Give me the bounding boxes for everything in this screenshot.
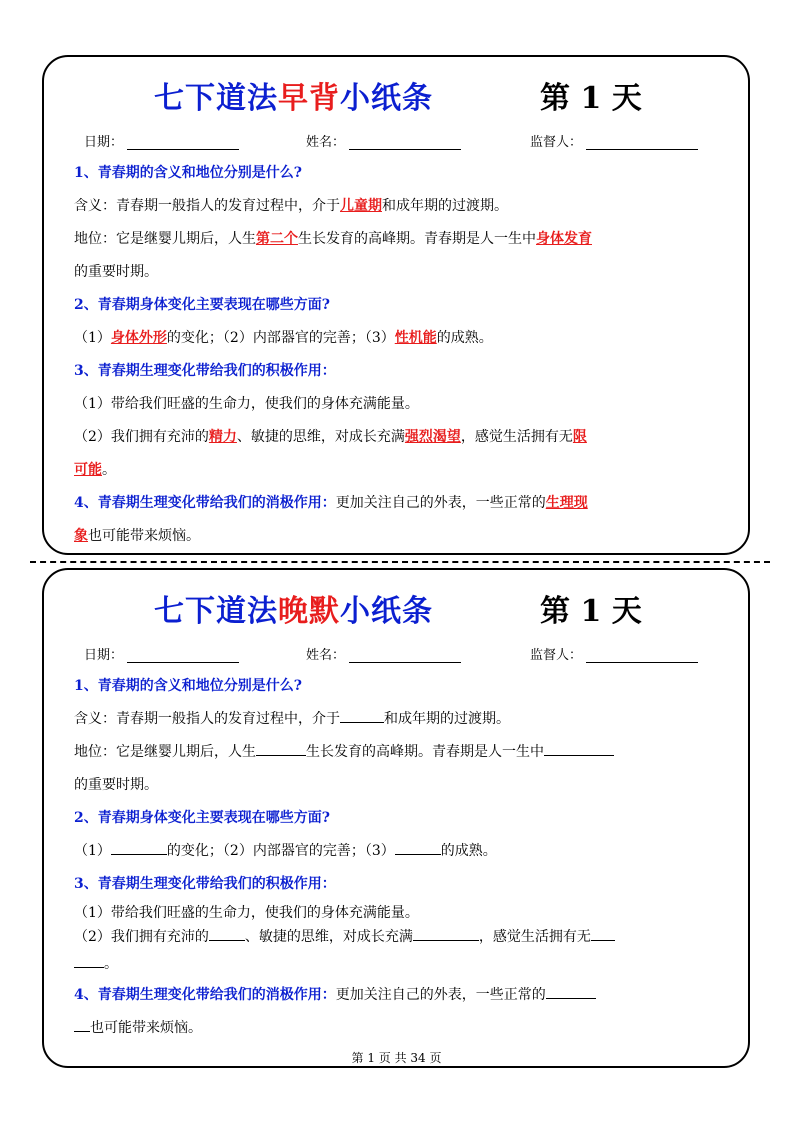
text: 、敏捷的思维，对成长充满 xyxy=(236,429,405,445)
morning-title xyxy=(154,73,433,117)
morning-card xyxy=(42,55,750,555)
text: 也可能带来烦恼。 xyxy=(88,528,200,544)
blank-childhood[interactable] xyxy=(340,708,384,723)
text: 。 xyxy=(102,462,116,478)
question-1: 1、青春期的含义和地位分别是什么? xyxy=(74,165,302,181)
name-line[interactable] xyxy=(349,648,461,663)
q3-line-2 xyxy=(74,925,724,949)
text: ，感觉生活拥有无 xyxy=(478,929,591,945)
blank-body-development[interactable] xyxy=(544,741,614,756)
answer-body-shape: 身体外形 xyxy=(110,330,167,346)
answer-body-development: 身体发育 xyxy=(536,231,592,247)
answer-physiological-a: 生理现 xyxy=(545,495,588,511)
q1-position xyxy=(74,223,724,256)
text: 地位：它是继婴儿期后，人生 xyxy=(74,231,256,247)
question-4-label: 4、青春期生理变化带给我们的消极作用： xyxy=(74,987,336,1003)
question-2: 2、青春期身体变化主要表现在哪些方面? xyxy=(74,810,330,826)
question-4 xyxy=(74,979,724,1012)
text: 。 xyxy=(104,956,118,972)
page-footer: 第 1 页 共 34 页 xyxy=(351,1051,442,1065)
blank-energy[interactable] xyxy=(209,926,245,941)
question-3: 3、青春期生理变化带给我们的积极作用： xyxy=(74,363,336,379)
supervisor-field[interactable] xyxy=(530,131,698,150)
text: 更加关注自己的外表，一些正常的 xyxy=(335,987,546,1003)
morning-day-label: 第 1 天 xyxy=(540,81,642,116)
answer-physiological-b: 象 xyxy=(74,528,88,544)
q1-definition xyxy=(74,703,724,736)
date-label: 日期： xyxy=(84,648,124,663)
blank-sexual-function[interactable] xyxy=(395,840,441,855)
answer-unlimited-a: 限 xyxy=(572,429,587,445)
supervisor-line[interactable] xyxy=(586,135,698,150)
morning-meta-row xyxy=(44,131,748,151)
answer-sexual-function: 性机能 xyxy=(394,330,437,346)
supervisor-label: 监督人： xyxy=(530,648,583,663)
answer-second: 第二个 xyxy=(256,231,298,247)
evening-card xyxy=(42,568,750,1068)
blank-physiological-b[interactable] xyxy=(74,1017,90,1032)
answer-strong-desire: 强烈渴望 xyxy=(404,429,461,445)
morning-title-row xyxy=(44,73,748,117)
question-1: 1、青春期的含义和地位分别是什么? xyxy=(74,678,302,694)
q1-definition xyxy=(74,190,724,223)
date-label: 日期： xyxy=(84,135,124,150)
title-suffix: 小纸条 xyxy=(340,81,433,116)
q3-line-2 xyxy=(74,421,724,454)
name-field[interactable] xyxy=(306,131,461,150)
morning-content xyxy=(74,157,724,553)
question-4 xyxy=(74,487,724,520)
text: 的成熟。 xyxy=(440,843,497,859)
q4-cont xyxy=(74,1012,724,1045)
q3-line-1: （1）带给我们旺盛的生命力，使我们的身体充满能量。 xyxy=(74,905,419,921)
q3-line-2-cont xyxy=(74,949,724,979)
text: 的变化；（2）内部器官的完善；（3） xyxy=(166,330,395,346)
text: 也可能带来烦恼。 xyxy=(90,1020,202,1036)
text: 生长发育的高峰期。青春期是人一生中 xyxy=(298,231,536,247)
name-label: 姓名： xyxy=(306,648,346,663)
blank-strong-desire[interactable] xyxy=(413,926,479,941)
text: 更加关注自己的外表，一些正常的 xyxy=(335,495,546,511)
supervisor-line[interactable] xyxy=(586,648,698,663)
answer-energy: 精力 xyxy=(208,429,237,445)
evening-meta-row xyxy=(44,644,748,664)
q1-position-cont: 的重要时期。 xyxy=(74,777,158,793)
text: （1） xyxy=(74,330,111,346)
q1-position-cont: 的重要时期。 xyxy=(74,264,158,280)
blank-unlimited-a[interactable] xyxy=(591,926,615,941)
evening-day-label: 第 1 天 xyxy=(540,594,642,629)
q2-answer xyxy=(74,835,724,868)
date-line[interactable] xyxy=(127,648,239,663)
blank-body-shape[interactable] xyxy=(111,840,167,855)
text: （2）我们拥有充沛的 xyxy=(74,429,209,445)
title-prefix: 七下道法 xyxy=(154,594,278,629)
date-field[interactable] xyxy=(84,131,239,150)
text: 的成熟。 xyxy=(436,330,493,346)
title-accent: 晚默 xyxy=(278,594,340,629)
date-line[interactable] xyxy=(127,135,239,150)
cut-line-divider xyxy=(30,561,770,563)
text: 生长发育的高峰期。青春期是人一生中 xyxy=(306,744,544,760)
supervisor-label: 监督人： xyxy=(530,135,583,150)
date-field[interactable] xyxy=(84,644,239,663)
text: 的变化；（2）内部器官的完善；（3） xyxy=(166,843,395,859)
q4-cont xyxy=(74,520,724,553)
evening-title-row xyxy=(44,586,748,630)
blank-unlimited-b[interactable] xyxy=(74,953,104,968)
text: 、敏捷的思维，对成长充满 xyxy=(244,929,413,945)
name-line[interactable] xyxy=(349,135,461,150)
text: 含义：青春期一般指人的发育过程中，介于 xyxy=(74,198,340,214)
text: （1） xyxy=(74,843,111,859)
text: 含义：青春期一般指人的发育过程中，介于 xyxy=(74,711,340,727)
title-suffix: 小纸条 xyxy=(340,594,433,629)
answer-unlimited-b: 可能 xyxy=(74,462,102,478)
evening-content xyxy=(74,670,724,1045)
blank-second[interactable] xyxy=(256,741,306,756)
question-2: 2、青春期身体变化主要表现在哪些方面? xyxy=(74,297,330,313)
question-3: 3、青春期生理变化带给我们的积极作用： xyxy=(74,876,336,892)
evening-title xyxy=(154,586,433,630)
supervisor-field[interactable] xyxy=(530,644,698,663)
q1-position xyxy=(74,736,724,769)
text: （2）我们拥有充沛的 xyxy=(74,929,209,945)
name-field[interactable] xyxy=(306,644,461,663)
question-4-label: 4、青春期生理变化带给我们的消极作用： xyxy=(74,495,336,511)
text: 和成年期的过渡期。 xyxy=(382,198,508,214)
text: ，感觉生活拥有无 xyxy=(460,429,573,445)
text: 地位：它是继婴儿期后，人生 xyxy=(74,744,256,760)
answer-childhood: 儿童期 xyxy=(340,198,382,214)
name-label: 姓名： xyxy=(306,135,346,150)
title-prefix: 七下道法 xyxy=(154,81,278,116)
q3-line-2-cont xyxy=(74,454,724,487)
blank-physiological-a[interactable] xyxy=(546,984,596,999)
title-accent: 早背 xyxy=(278,81,340,116)
q3-line-1: （1）带给我们旺盛的生命力，使我们的身体充满能量。 xyxy=(74,396,419,412)
q2-answer xyxy=(74,322,724,355)
text: 和成年期的过渡期。 xyxy=(384,711,510,727)
